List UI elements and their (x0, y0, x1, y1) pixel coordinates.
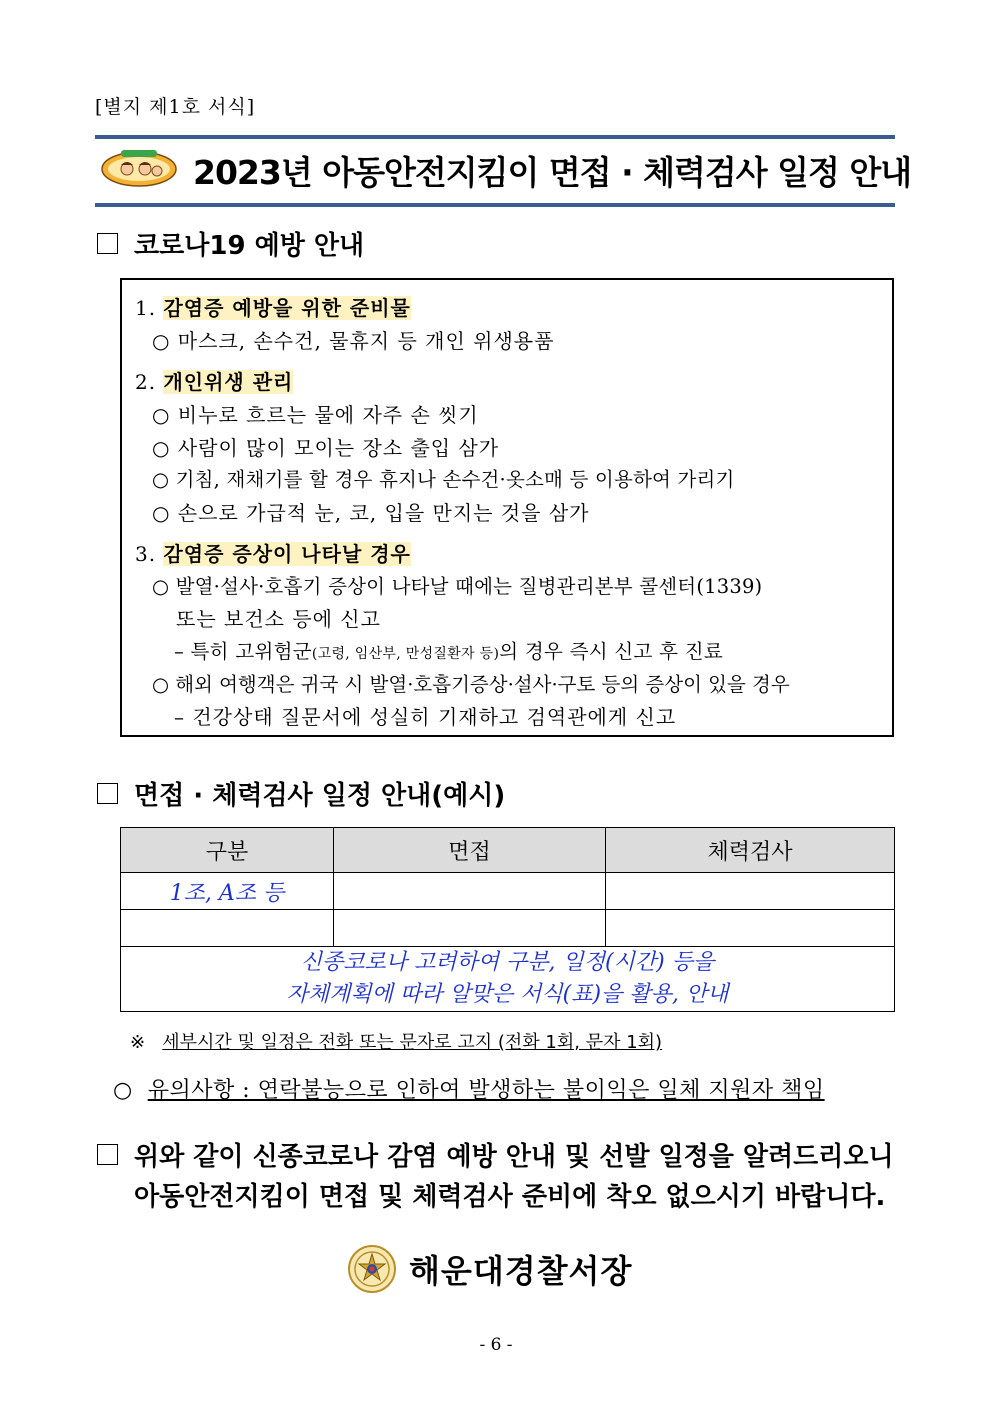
item1-line (135, 292, 411, 321)
item2-bullet-3: ○ 기침, 재채기를 할 경우 휴지나 손수건·옷소매 등 이용하여 가리기 (152, 468, 735, 491)
checkbox-icon (97, 1144, 118, 1165)
table-cell-interview (334, 910, 606, 947)
table-note-row (121, 947, 895, 1012)
table-cell-fitness (606, 873, 895, 910)
footnote (130, 1028, 662, 1054)
item2-bullet-1: ○ 비누로 흐르는 물에 자주 손 씻기 (152, 403, 479, 427)
table-row (121, 873, 895, 910)
item3-bullet-2: ○ 해외 여행객은 귀국 시 발열·호흡기증상·설사·구토 등의 증상이 있을 경우 (152, 673, 790, 696)
item3-dash-1-small: (고령, 임산부, 만성질환자 등) (311, 646, 500, 662)
table-cell-category: 1조, A조 등 (121, 873, 334, 910)
title-bar (95, 135, 912, 207)
document-title: 2023년 아동안전지킴이 면접 · 체력검사 일정 안내 (193, 153, 912, 192)
table-cell-category (121, 910, 334, 947)
checkbox-icon (97, 233, 118, 254)
item1-number: 1. (135, 296, 157, 320)
item3-bullet-1-cont: 또는 보건소 등에 신고 (176, 607, 381, 631)
table-cell-fitness (606, 910, 895, 947)
page-number: - 6 - (479, 1335, 513, 1355)
item3-dash-1 (174, 636, 723, 664)
item3-title: 감염증 증상이 나타날 경우 (163, 542, 411, 566)
header-category: 구분 (121, 828, 334, 873)
item3-number: 3. (135, 542, 157, 566)
police-emblem-icon (347, 1244, 397, 1294)
item3-bullet-1: ○ 발열·설사·호흡기 증상이 나타날 때에는 질병관리본부 콜센터(1339) (152, 575, 763, 598)
covid-guidance-box (120, 278, 894, 737)
item2-bullet-4: ○ 손으로 가급적 눈, 코, 입을 만지는 것을 삼가 (152, 501, 590, 525)
table-note-cell (121, 947, 895, 1012)
form-label: [별지 제1호 서식] (95, 96, 256, 118)
item2-line (135, 366, 293, 395)
caution-line (113, 1073, 825, 1104)
item1-bullet-1: ○ 마스크, 손수건, 물휴지 등 개인 위생용품 (152, 329, 555, 353)
section-covid-heading (97, 225, 364, 262)
table-note-line-2: 자체계획에 따라 알맞은 서식(표)을 활용, 안내 (286, 982, 729, 1007)
section-covid-heading-text: 코로나19 예방 안내 (134, 231, 365, 261)
footnote-mark: ※ (130, 1032, 146, 1053)
child-safety-logo-icon (101, 147, 177, 187)
footnote-text: 세부시간 및 일정은 전화 또는 문자로 고지 (전화 1회, 문자 1회) (162, 1032, 663, 1053)
item2-number: 2. (135, 370, 157, 394)
item1-title: 감염증 예방을 위한 준비물 (163, 296, 411, 320)
signature (347, 1244, 632, 1294)
item3-dash-1-post: 의 경우 즉시 신고 후 진료 (499, 640, 724, 663)
table-row (121, 910, 895, 947)
checkbox-icon (97, 783, 118, 804)
caution-mark: ○ (113, 1078, 133, 1103)
signature-name: 해운대경찰서장 (409, 1252, 633, 1290)
header-fitness-test: 체력검사 (606, 828, 895, 873)
schedule-table (120, 827, 895, 1012)
item3-dash-1-pre: – 특히 고위험군 (174, 640, 312, 663)
section-schedule-heading (97, 775, 505, 812)
table-header-row (121, 828, 895, 873)
caution-text: 유의사항 : 연락불능으로 인하여 발생하는 불이익은 일체 지원자 책임 (147, 1078, 825, 1103)
closing-line-2: 아동안전지킴이 면접 및 체력검사 준비에 착오 없으시기 바랍니다. (134, 1182, 886, 1212)
item2-bullet-2: ○ 사람이 많이 모이는 장소 출입 삼가 (152, 436, 500, 460)
closing-line-1-text: 위와 같이 신종코로나 감염 예방 안내 및 선발 일정을 알려드리오니 (134, 1142, 894, 1172)
item2-title: 개인위생 관리 (163, 370, 294, 394)
closing-line-1 (97, 1136, 894, 1173)
item3-dash-2: – 건강상태 질문서에 성실히 기재하고 검역관에게 신고 (174, 705, 677, 729)
table-note-line-1: 신종코로나 고려하여 구분, 일정(시간) 등을 (300, 950, 715, 975)
section-schedule-heading-text: 면접 · 체력검사 일정 안내(예시) (134, 781, 506, 811)
table-cell-interview (334, 873, 606, 910)
header-interview: 면접 (334, 828, 606, 873)
item3-line (135, 538, 411, 567)
